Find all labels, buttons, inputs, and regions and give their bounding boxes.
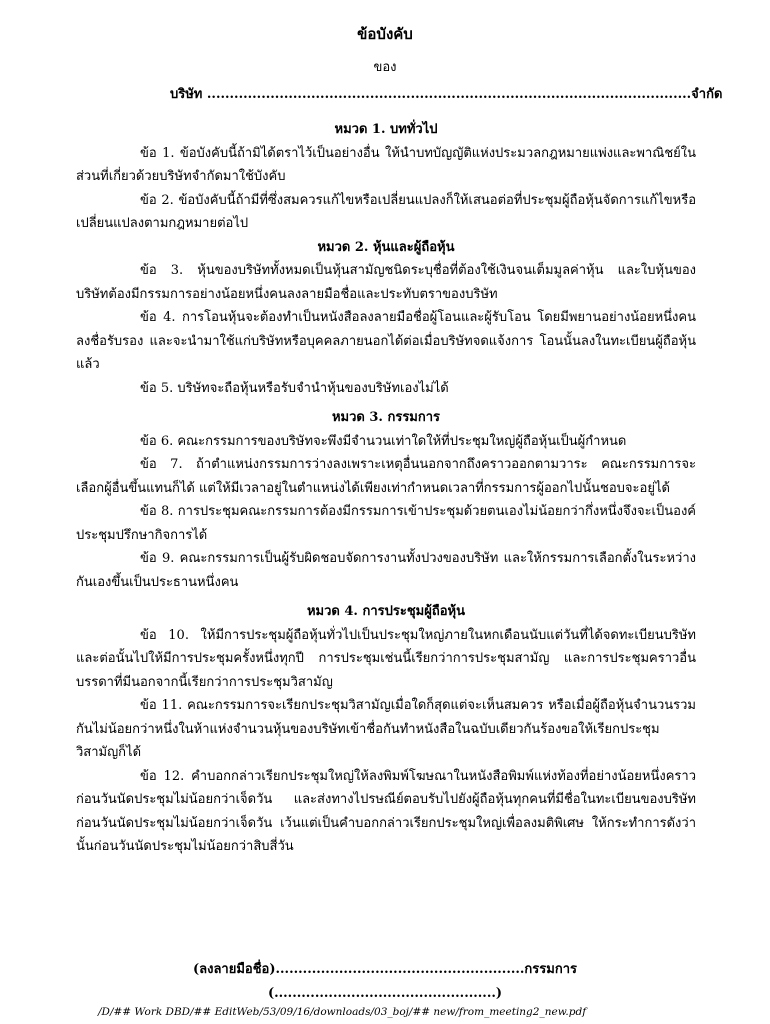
clause: ข้อ 4. การโอนหุ้นจะต้องทำเป็นหนังสือลงลายมือชื่อผู้โอนและผู้รับโอน โดยมีพยานอย่างน้อยหนึ่งคนลงชื่อรับรอง และจะนำมาใช้แก่บริษัทหรือบุคคลภายนอกได้ต่อเมื่อบริษัทจดแจ้งการ โอนนั้นลงในทะเบียนผู้ถือหุ้นแล้ว — [76, 310, 696, 372]
clause: ข้อ 1. ข้อบังคับนี้ถ้ามิได้ตราไว้เป็นอย่างอื่น ให้นำบทบัญญัติแห่งประมวลกฎหมายแพ่งและพาณิชย์ในส่วนที่เกี่ยวด้วยบริษัทจำกัดมาใช้บังคับ — [76, 145, 696, 184]
clause: ข้อ 2. ข้อบังคับนี้ถ้ามีที่ซึ่งสมควรแก้ไขหรือเปลี่ยนแปลงก็ให้เสนอต่อที่ประชุมผู้ถือหุ้นจัดการแก้ไขหรือเปลี่ยนแปลงตามกฎหมายต่อไป — [76, 192, 696, 231]
company-name-line: บริษัท ...........................................................................................................จำกัด — [170, 87, 723, 102]
clause: ข้อ 8. การประชุมคณะกรรมการต้องมีกรรมการเข้าประชุมด้วยตนเองไม่น้อยกว่ากึ่งหนึ่งจึงจะเป็นองค์ประชุมปรึกษากิจการได้ — [76, 504, 696, 543]
clause: ข้อ 3. หุ้นของบริษัททั้งหมดเป็นหุ้นสามัญชนิดระบุชื่อที่ต้องใช้เงินจนเต็มมูลค่าหุ้น และใบหุ้นของบริษัทต้องมีกรรมการอย่างน้อยหนึ่งคนลงลายมือชื่อและประทับตราของบริษัท — [76, 263, 696, 302]
signature-line: (ลงลายมือชื่อ).......................................................กรรมการ — [193, 962, 577, 977]
clause: ข้อ 12. คำบอกกล่าวเรียกประชุมใหญ่ให้ลงพิมพ์โฆษณาในหนังสือพิมพ์แห่งท้องที่อย่างน้อยหนึ่งคราวก่อนวันนัดประชุมไม่น้อยกว่าเจ็ดวัน และส่งทางไปรษณีย์ตอบรับไปยังผู้ถือหุ้นทุกคนที่มีชื่อในทะเบียนของบริษัทก่อนวันนัดประชุมไม่น้อยกว่าเจ็ดวัน เว้นแต่เป็นคำบอกกล่าวเรียกประชุมใหญ่เพื่อลงมติพิเศษ ให้กระทำการดังว่านั้นก่อนวันนัดประชุมไม่น้อยกว่าสิบสี่วัน — [76, 768, 696, 854]
chapter-heading: หมวด 3. กรรมการ — [331, 410, 441, 425]
clause: ข้อ 9. คณะกรรมการเป็นผู้รับผิดชอบจัดการงานทั้งปวงของบริษัท และให้กรรมการเลือกตั้งในระหว่างกันเองขึ้นเป็นประธานหนึ่งคน — [76, 551, 696, 590]
chapter-heading: หมวด 2. หุ้นและผู้ถือหุ้น — [317, 239, 455, 255]
document-title: ข้อบังคับ — [357, 25, 413, 43]
signature-name-line: (.................................................) — [267, 986, 503, 1001]
clause: ข้อ 6. คณะกรรมการของบริษัทจะพึงมีจำนวนเท่าใดให้ที่ประชุมใหญ่ผู้ถือหุ้นเป็นผู้กำหนด — [140, 433, 627, 449]
chapter-heading: หมวด 4. การประชุมผู้ถือหุ้น — [306, 604, 466, 619]
clause: ข้อ 5. บริษัทจะถือหุ้นหรือรับจำนำหุ้นของบริษัทเองไม่ได้ — [140, 380, 449, 396]
clause: ข้อ 10. ให้มีการประชุมผู้ถือหุ้นทั่วไปเป็นประชุมใหญ่ภายในหกเดือนนับแต่วันที่ได้จดทะเบียนบริษัทและต่อนั้นไปให้มีการประชุมครั้งหนึ่งทุกปี การประชุมเช่นนี้เรียกว่าการประชุมสามัญ และการประชุมคราวอื่นบรรดาที่มีนอกจากนี้เรียกว่าการประชุมวิสามัญ — [76, 627, 696, 690]
document-body — [76, 118, 696, 859]
document-subtitle: ของ — [373, 60, 397, 75]
chapter-heading: หมวด 1. บททั่วไป — [334, 122, 438, 137]
file-path-footer: /D/## Work DBD/## EditWeb/53/09/16/downloads/03_boj/## new/from_meeting2_new.pdf — [98, 1006, 587, 1018]
clause: ข้อ 11. คณะกรรมการจะเรียกประชุมวิสามัญเมื่อใดก็สุดแต่จะเห็นสมควร หรือเมื่อผู้ถือหุ้นจำนวนรวมกันไม่น้อยกว่าหนึ่งในห้าแห่งจำนวนหุ้นของบริษัทเข้าชื่อกันทำหนังสือในฉบับเดียวกันร้องขอให้เรียกประชุมวิสามัญก็ได้ — [76, 698, 696, 760]
clause: ข้อ 7. ถ้าตำแหน่งกรรมการว่างลงเพราะเหตุอื่นนอกจากถึงคราวออกตามวาระ คณะกรรมการจะเลือกผู้อื่นขึ้นแทนก็ได้ แต่ให้มีเวลาอยู่ในตำแหน่งได้เพียงเท่ากำหนดเวลาที่กรรมการผู้ออกไปนั้นชอบจะอยู่ได้ — [76, 457, 696, 496]
